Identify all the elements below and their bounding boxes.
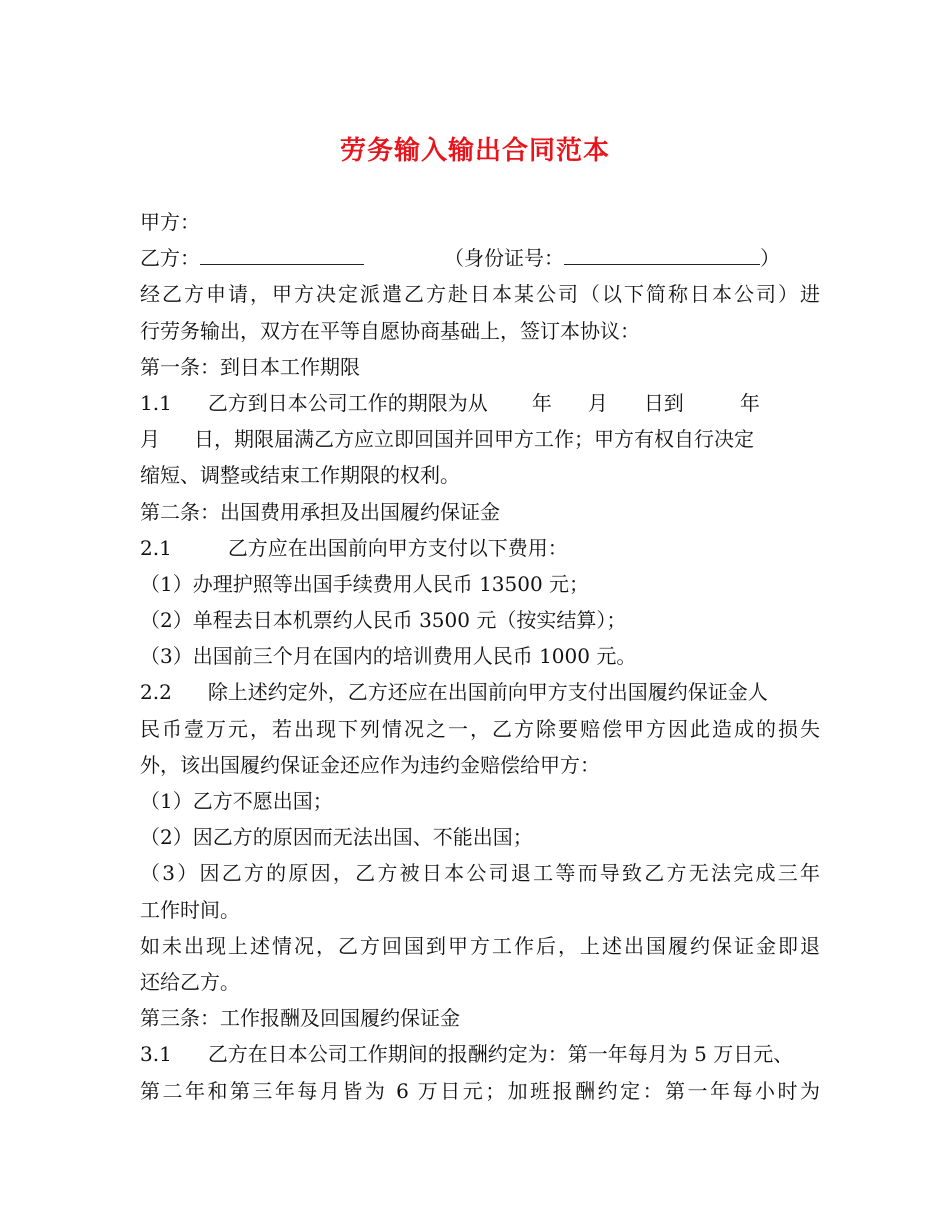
clause-1-1-text-2: 日，期限届满乙方应立即回国并回甲方工作；甲方有权自行决定 xyxy=(194,427,754,452)
party-a-line xyxy=(140,204,820,240)
fee-item-3: （3）出国前三个月在国内的培训费用人民币 1000 元。 xyxy=(140,644,637,669)
start-day-label: 日到 xyxy=(643,390,684,415)
start-year-label: 年 xyxy=(531,390,552,415)
party-b-line xyxy=(140,240,820,276)
fee-item-2: （2）单程去日本机票约人民币 3500 元（按实结算）； xyxy=(140,608,627,633)
refund-line-1: 如未出现上述情况，乙方回国到甲方工作后，上述出国履约保证金即退 xyxy=(140,933,820,958)
clause-1-1-text: 乙方到日本公司工作的期限为从 xyxy=(207,390,488,415)
intro-line-2: 行劳务输出，双方在平等自愿协商基础上，签订本协议： xyxy=(140,318,640,343)
clause-1-1-number: 1.1 xyxy=(140,390,172,415)
clause-2-1-number: 2.1 xyxy=(140,535,172,560)
breach-case-3-line-2: 工作时间。 xyxy=(140,897,240,922)
party-b-name-blank xyxy=(200,242,364,265)
clause-3-1-line-2: 第二年和第三年每月皆为 6 万日元；加班报酬约定：第一年每小时为 xyxy=(140,1078,820,1103)
clause-2-2-line-3: 外，该出国履约保证金还应作为违约金赔偿给甲方： xyxy=(140,752,600,777)
clause-1-1-line-3: 缩短、调整或结束工作期限的权利。 xyxy=(140,463,460,488)
breach-case-1: （1）乙方不愿出国； xyxy=(140,789,333,813)
document-body xyxy=(140,204,820,1109)
article-3-heading: 第三条：工作报酬及回国履约保证金 xyxy=(140,1006,460,1031)
clause-1-1-line-2 xyxy=(140,421,820,457)
clause-3-1-line-1 xyxy=(140,1036,820,1072)
clause-2-1 xyxy=(140,530,820,566)
party-a-label: 甲方： xyxy=(140,210,200,234)
clause-1-1-line-1 xyxy=(140,385,820,421)
end-year-label: 年 xyxy=(739,390,760,415)
fee-item-1: （1）办理护照等出国手续费用人民币 13500 元； xyxy=(140,571,590,596)
article-2-heading: 第二条：出国费用承担及出国履约保证金 xyxy=(140,499,500,524)
id-number-label: （身份证号： xyxy=(444,246,564,271)
breach-case-2: （2）因乙方的原因而无法出国、不能出国； xyxy=(140,825,533,850)
intro-line-1: 经乙方申请，甲方决定派遣乙方赴日本某公司（以下简称日本公司）进 xyxy=(140,282,820,307)
clause-2-2-text-1: 除上述约定外，乙方还应在出国前向甲方支付出国履约保证金人 xyxy=(207,680,768,705)
party-b-label: 乙方： xyxy=(140,246,200,271)
id-number-blank xyxy=(564,242,760,265)
clause-3-1-number: 3.1 xyxy=(140,1042,172,1067)
document-title: 劳务输入输出合同范本 xyxy=(339,136,610,166)
breach-case-3-line-1: （3）因乙方的原因，乙方被日本公司退工等而导致乙方无法完成三年 xyxy=(140,861,820,886)
clause-2-1-text: 乙方应在出国前向甲方支付以下费用： xyxy=(227,535,568,560)
id-number-close: ） xyxy=(760,246,780,271)
clause-2-2-number: 2.2 xyxy=(140,680,172,705)
article-1-heading: 第一条：到日本工作期限 xyxy=(140,354,360,379)
end-month-label: 月 xyxy=(140,427,160,452)
clause-2-2-line-1 xyxy=(140,674,820,710)
clause-2-2-line-2: 民币壹万元，若出现下列情况之一，乙方除要赔偿甲方因此造成的损失 xyxy=(140,716,820,741)
clause-3-1-text-1: 乙方在日本公司工作期间的报酬约定为：第一年每月为 5 万日元、 xyxy=(207,1042,794,1067)
start-month-label: 月 xyxy=(587,390,608,415)
refund-line-2: 还给乙方。 xyxy=(140,969,240,994)
